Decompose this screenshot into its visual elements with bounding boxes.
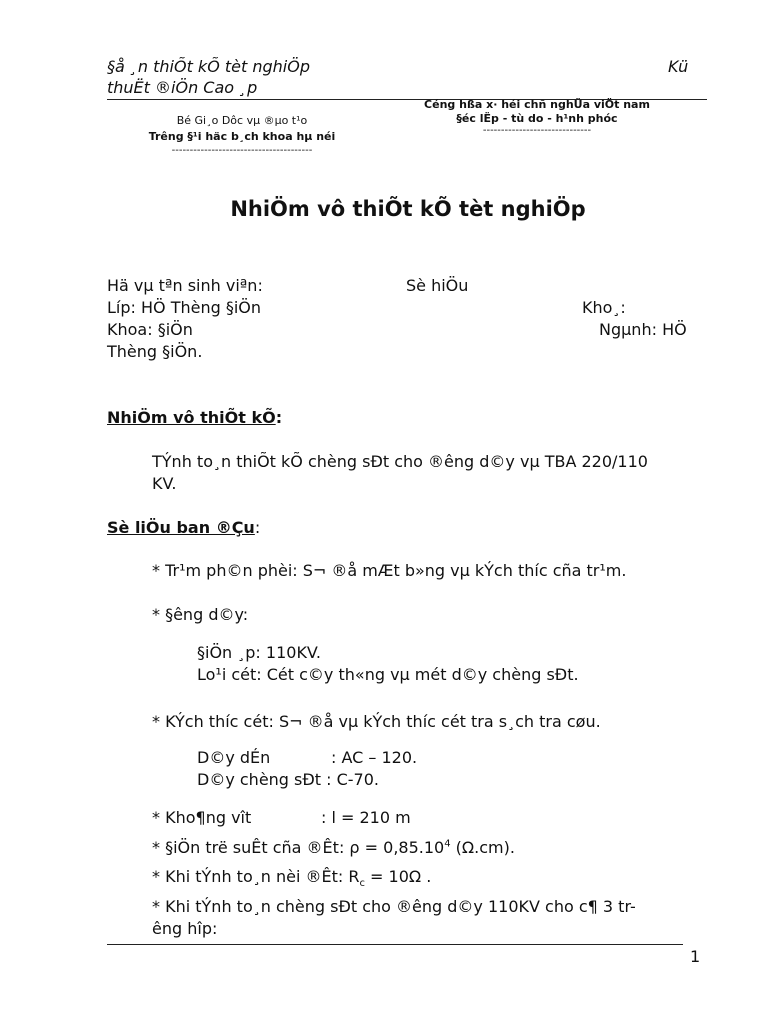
republic-line1: Céng hßa x· héi chñ nghÜa viÖt nam: [424, 98, 650, 111]
substation-line: * Tr¹m ph©n phèi: S¬ ®å mÆt b»ng vµ kÝch thíc cña tr¹m.: [152, 561, 627, 580]
resistivity-text: * §iÖn trë suÊt cña ®Êt: ρ = 0,85.10: [152, 838, 445, 857]
header-left-line2: thuËt ®iÖn Cao ¸p: [107, 78, 258, 97]
ground-res-value: = 10Ω .: [364, 867, 432, 886]
voltage-line: §iÖn ¸p: 110KV.: [197, 643, 321, 662]
task-heading-colon: :: [275, 408, 283, 427]
pole-type-line: Lo¹i cét: Cét c©y th«ng vµ mét d©y chèng sÐt.: [197, 665, 579, 684]
case-line2: êng hîp:: [152, 919, 218, 938]
pole-size-line: * KÝch thíc cét: S¬ ®å vµ kÝch thíc cét tra s¸ch tra cøu.: [152, 712, 601, 731]
initial-data-heading-colon: :: [254, 518, 261, 537]
republic-line2: §éc lËp - tù do - h¹nh phóc: [456, 112, 618, 125]
initial-data-heading: [107, 517, 260, 539]
page-number: 1: [690, 947, 701, 966]
ground-res-line: [152, 866, 431, 888]
ministry-line1: Bé Gi¸o Dôc vµ ®µo t¹o: [176, 114, 308, 127]
ground-wire-line: D©y chèng sÐt : C-70.: [197, 770, 379, 789]
republic-dashes: ------------------------------: [482, 125, 592, 136]
span-value: : l = 210 m: [321, 808, 411, 827]
resistivity-line: [152, 837, 515, 859]
header-right-word: Kü: [668, 57, 689, 76]
task-text-line2: KV.: [152, 474, 177, 493]
span-label: * Kho¶ng vît: [152, 808, 252, 827]
page-title: NhiÖm vô thiÕt kÕ tèt nghiÖp: [230, 197, 586, 221]
student-faculty-label: Khoa: §iÖn: [107, 320, 193, 339]
task-heading-text: NhiÖm vô thiÕt kÕ: [107, 408, 276, 427]
ground-res-sub: c: [359, 878, 365, 890]
student-name-label: Hä vµ tªn sinh viªn:: [107, 276, 263, 295]
student-class-label: Líp: HÖ Thèng §iÖn: [107, 298, 262, 317]
student-major-label: Ngµnh: HÖ: [599, 320, 687, 339]
conductor-label: D©y dÉn: [197, 748, 271, 767]
resistivity-exp: 4: [444, 838, 451, 850]
conductor-value: : AC – 120.: [331, 748, 418, 767]
task-heading: [107, 407, 282, 429]
header-left-line1: §å ¸n thiÕt kÕ tèt nghiÖp: [107, 57, 310, 76]
ministry-line2: Trêng §¹i häc b¸ch khoa hµ néi: [148, 130, 336, 143]
task-text-line1: TÝnh to¸n thiÕt kÕ chèng sÐt cho ®êng d©y vµ TBA 220/110: [152, 452, 648, 471]
resistivity-unit: (Ω.cm).: [450, 838, 515, 857]
case-line1: * Khi tÝnh to¸n chèng sÐt cho ®êng d©y 110KV cho c¶ 3 tr-: [152, 897, 636, 916]
ministry-dashes: ---------------------------------------: [171, 145, 313, 156]
initial-data-heading-text: Sè liÖu ban ®Çu: [107, 518, 255, 537]
line-item: * §êng d©y:: [152, 605, 249, 624]
student-major-cont: Thèng §iÖn.: [107, 342, 203, 361]
ground-res-text: * Khi tÝnh to¸n nèi ®Êt: R: [152, 867, 360, 886]
student-course-label: Kho¸:: [582, 298, 626, 317]
student-number-label: Sè hiÖu: [406, 276, 469, 295]
footer-rule: [107, 944, 683, 945]
